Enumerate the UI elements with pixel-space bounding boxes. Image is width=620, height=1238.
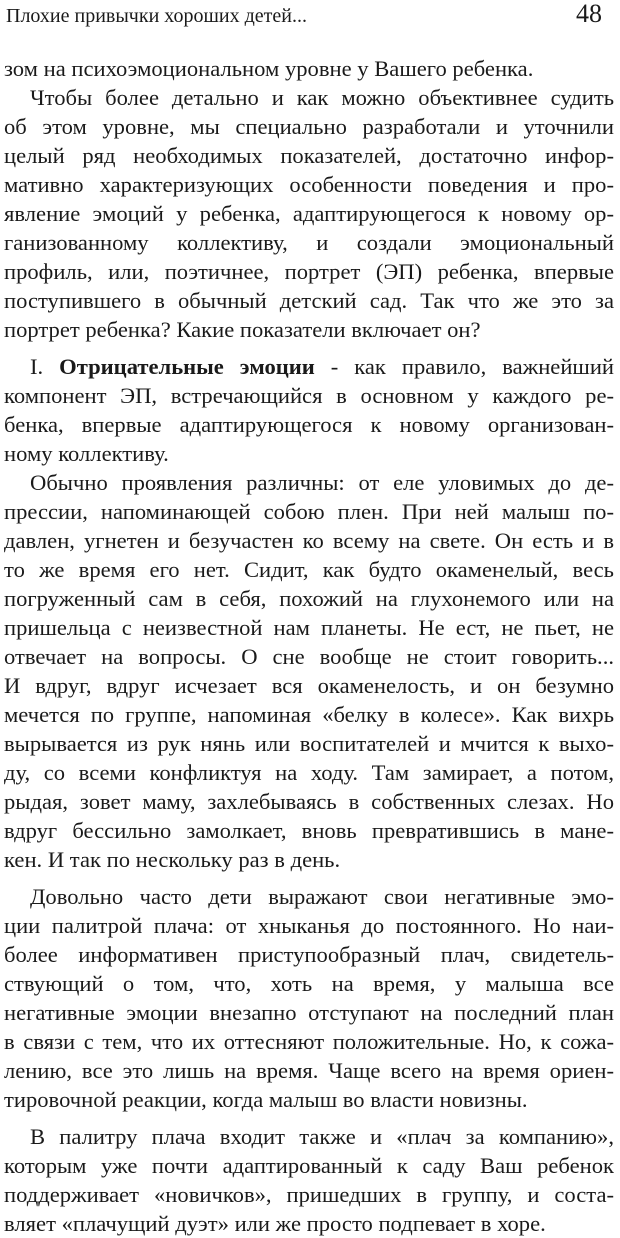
text-line: Обычно проявления различны: от еле уловимых до де- [30,470,614,495]
text-line: лению, все это лишь на время. Чаще всего на время ориен- [4,1058,614,1083]
text-line: мечется по группе, напоминая «белку в колесе». Как вихрь [4,702,614,727]
text-line: ствующий о том, что, хоть на время, у малыша все [4,971,614,996]
paragraph [4,468,614,874]
paragraph [4,54,614,83]
text-line: давлен, угнетен и безучастен ко всему на свете. Он есть и в [4,528,614,553]
text-line: тировочной реакции, когда малыш во власти новизны. [4,1087,528,1112]
text-line: ду, со всеми конфликтуя на ходу. Там замирает, а потом, [4,760,614,785]
text-line: в связи с тем, что их оттесняют положительные. Но, к сожа- [4,1029,614,1054]
text-line: пришельца с неизвестной нам планеты. Не ест, не пьет, не [4,615,614,640]
section-number: I. [30,354,60,379]
text-line: погруженный сам в себя, похожий на глухонемого или на [4,586,614,611]
text-line: вырывается из рук нянь или воспитателей и мчится к выхо- [4,731,614,756]
text-line: мативно характеризующих особенности поведения и про- [4,172,614,197]
text-line: целый ряд необходимых показателей, достаточно инфор- [4,143,614,168]
text-line: портрет ребенка? Какие показатели включает он? [4,317,481,342]
text-line: компонент ЭП, встречающийся в основном у каждого ре- [4,383,614,408]
text-line: зом на психоэмоциональном уровне у Вашего ребенка. [4,56,534,81]
paragraph [4,1122,614,1238]
body-text [4,54,614,1238]
text-line [4,352,614,381]
text-line: кен. И так по нескольку раз в день. [4,847,341,872]
text-line: явление эмоций у ребенка, адаптирующегося к новому ор- [4,201,614,226]
paragraph [4,83,614,344]
running-head: Плохие привычки хороших детей... [6,5,307,27]
text-line: И вдруг, вдруг исчезает вся окаменелость, и он безумно [4,673,614,698]
page-number: 48 [576,0,602,28]
text-line: вдруг бессильно замолкает, вновь превратившись в мане- [4,818,614,843]
text-line: более информативен приступообразный плач, свидетель- [4,942,614,967]
paragraph [4,882,614,1114]
text-line: вляет «плачущий дуэт» или же просто подпевает в хоре. [4,1211,546,1236]
text-line: об этом уровне, мы специально разработали и уточнили [4,114,614,139]
text-line: Довольно часто дети выражают свои негативные эмо- [30,884,614,909]
text-line: то же время его нет. Сидит, как будто окаменелый, весь [4,557,614,582]
text-line: рыдая, зовет маму, захлебываясь в собственных слезах. Но [4,789,614,814]
text-fragment: - как правило, важнейший [314,354,615,379]
paragraph [4,352,614,468]
text-line: отвечает на вопросы. О сне вообще не стоит говорить... [4,644,614,669]
text-line: профиль, или, поэтичнее, портрет (ЭП) ребенка, впервые [4,259,614,284]
text-line: поступившего в обычный детский сад. Так что же это за [4,288,614,313]
text-line: которым уже почти адаптированный к саду Ваш ребенок [4,1153,614,1178]
bold-term: Отрицательные эмоции [59,354,315,379]
text-line: ному коллективу. [4,441,169,466]
text-line: негативные эмоции внезапно отступают на последний план [4,1000,614,1025]
text-line: ции палитрой плача: от хныканья до постоянного. Но наи- [4,913,614,938]
text-line: Чтобы более детально и как можно объективнее судить [30,85,614,110]
text-line: бенка, впервые адаптирующегося к новому организован- [4,412,614,437]
text-line: ганизованному коллективу, и создали эмоциональный [4,230,614,255]
text-line: поддерживает «новичков», пришедших в группу, и соста- [4,1182,614,1207]
text-line: прессии, напоминающей собою плен. При ней малыш по- [4,499,614,524]
text-line: В палитру плача входит также и «плач за компанию», [30,1124,614,1149]
